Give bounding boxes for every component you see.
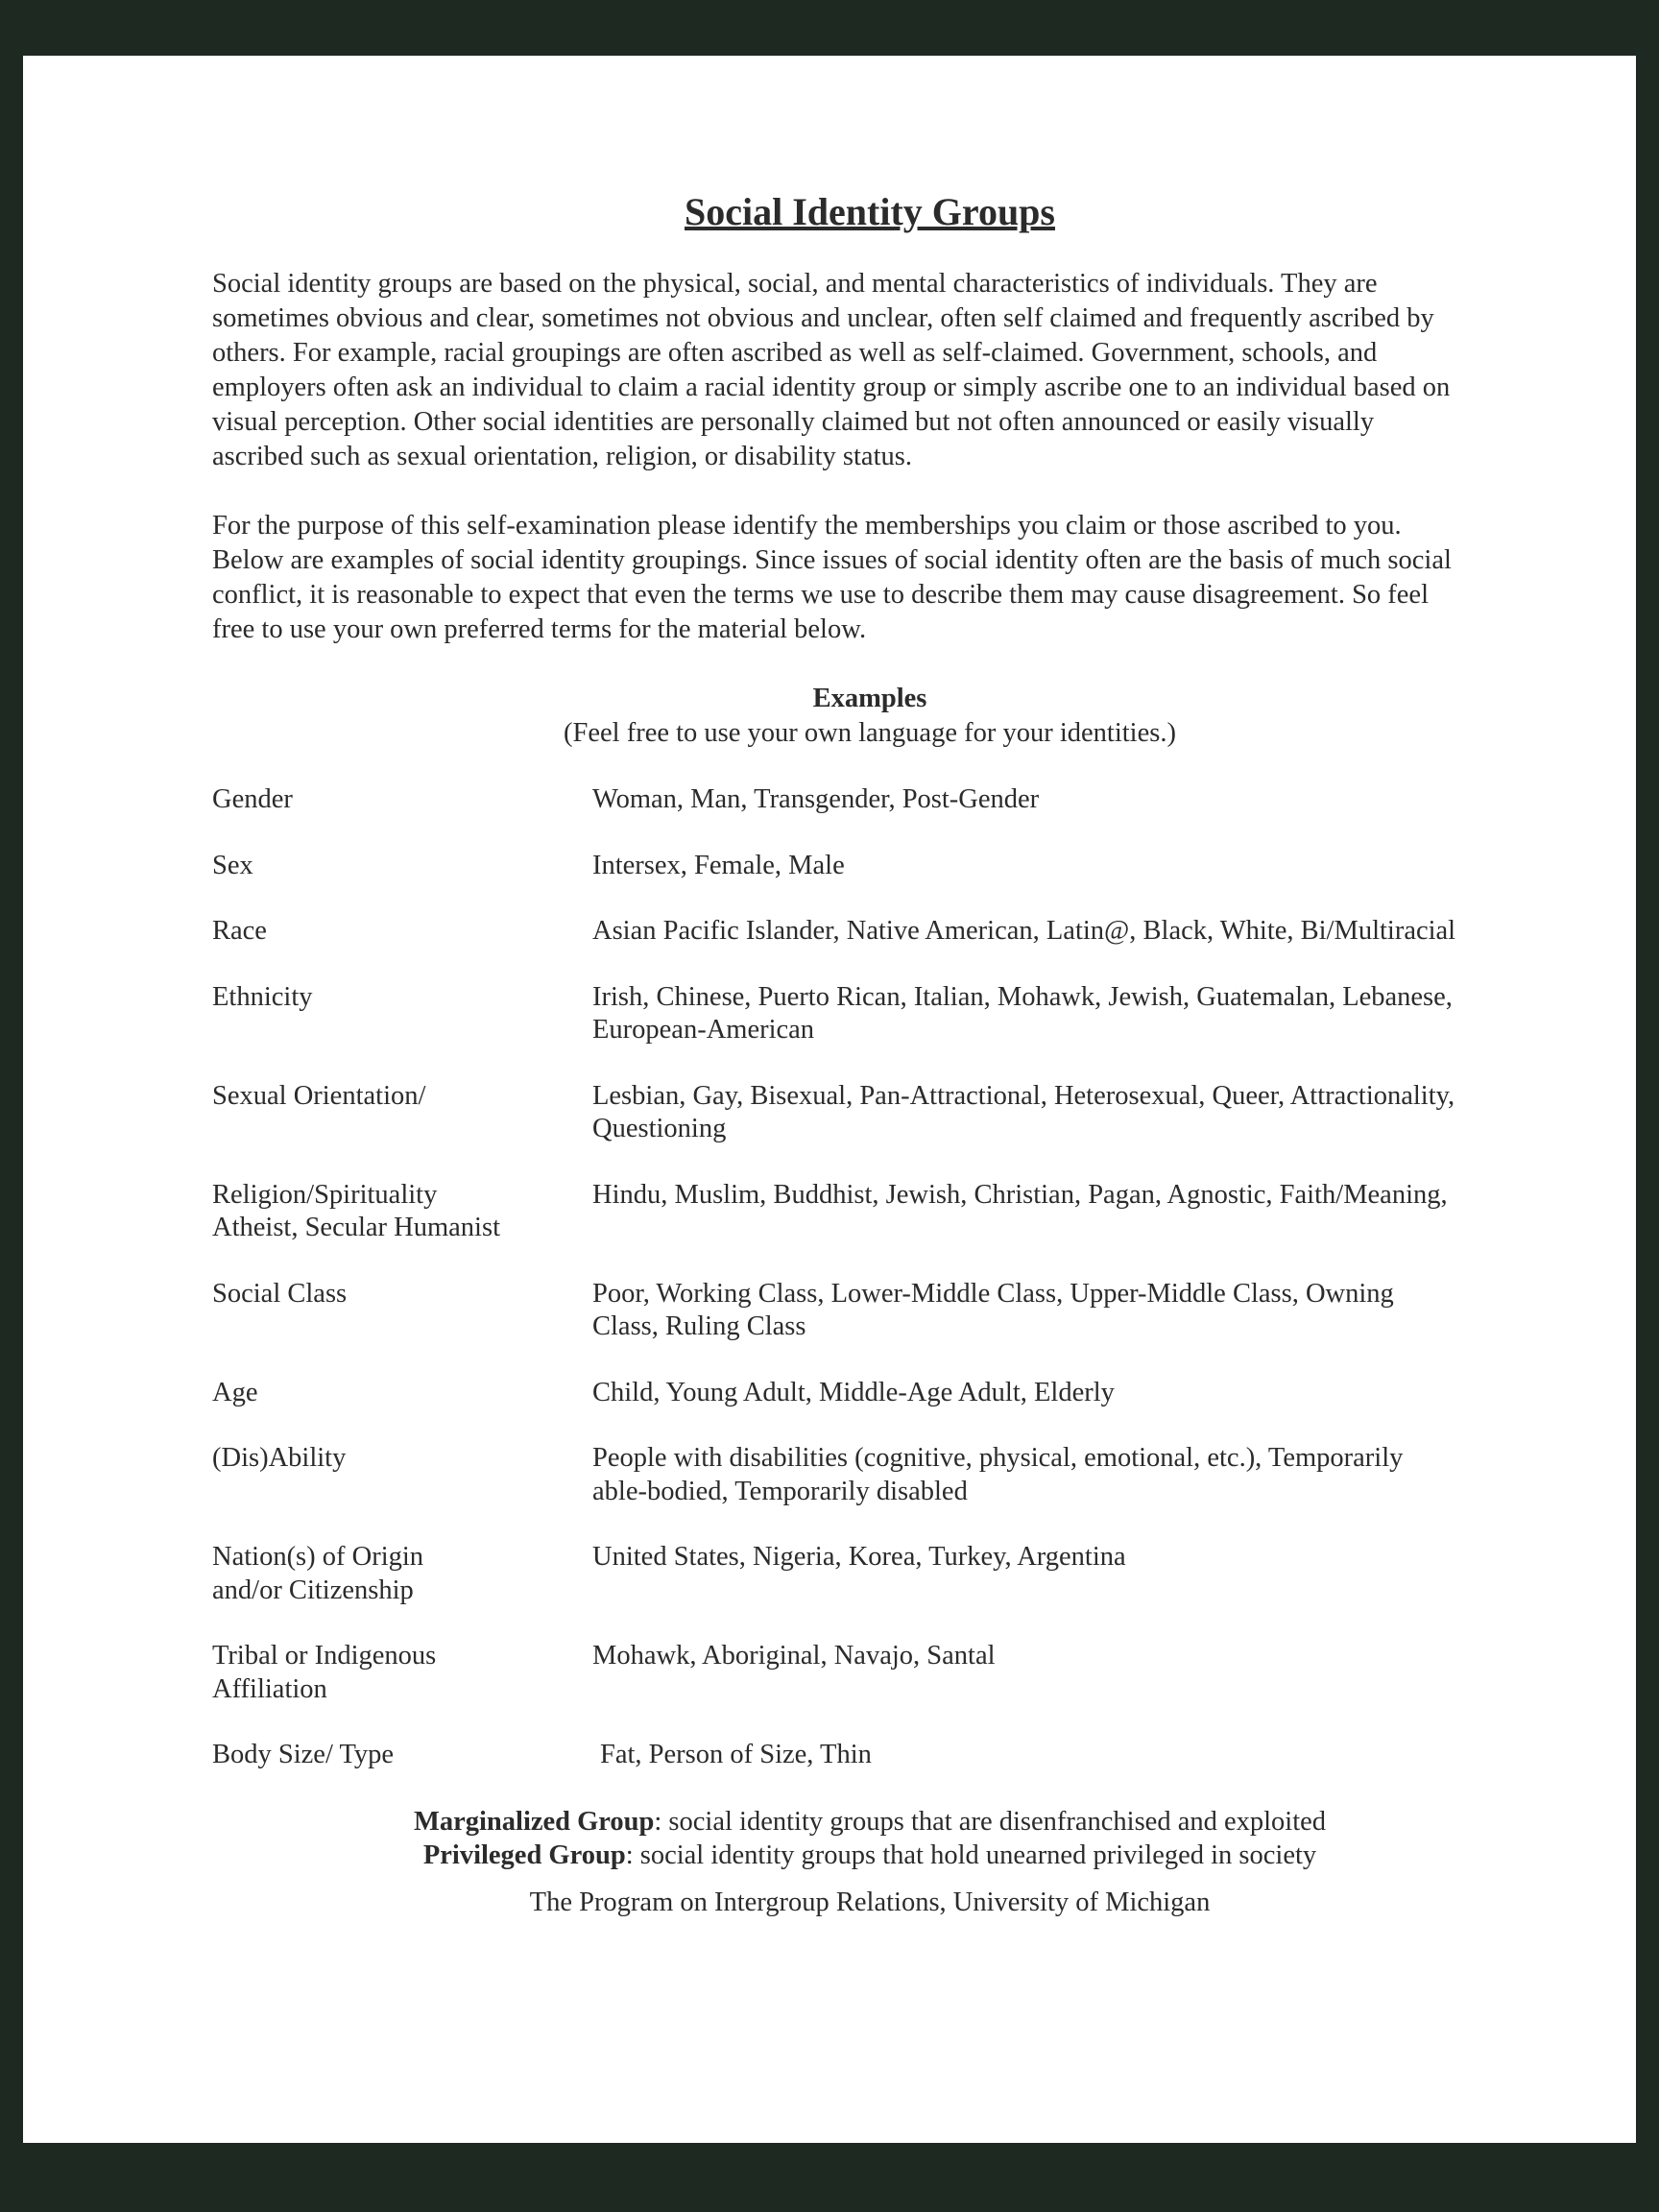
category-label: Sexual Orientation/ (212, 1080, 426, 1111)
category-row-tribal-affiliation (212, 1640, 1460, 1706)
category-row-gender (212, 783, 1460, 817)
source-credit: The Program on Intergroup Relations, University of Michigan (529, 1887, 1211, 1917)
category-examples: Child, Young Adult, Middle-Age Adult, Elderly (592, 1377, 1115, 1407)
category-label: Body Size/ Type (212, 1740, 395, 1769)
category-row-age (212, 1377, 1460, 1410)
category-examples: United States, Nigeria, Korea, Turkey, Argentina (592, 1542, 1126, 1572)
instructions-paragraph: For the purpose of this self-examination please identify the memberships you claim or those ascribed to you. Below are examples of social identity groupings. Since issues of social identity often are the basis of much social conflict, it is reasonable to expect that even the terms we use to describe them may cause disagreement. So feel free to use your own preferred terms for the material below. (212, 511, 1452, 644)
definition-text: : social identity groups that are disenfranchised and exploited (654, 1806, 1327, 1837)
document-content (212, 188, 1460, 1920)
category-examples: Lesbian, Gay, Bisexual, Pan-Attractional, Heterosexual, Queer, Attractionality, Questioning (592, 1080, 1455, 1143)
category-label: Ethnicity (212, 981, 313, 1012)
category-label: Tribal or Indigenous Affiliation (212, 1641, 437, 1704)
definition-marginalized (279, 1805, 1460, 1839)
group-definitions (212, 1805, 1460, 1872)
category-row-ethnicity (212, 981, 1460, 1047)
category-row-race (212, 915, 1460, 949)
category-examples: Fat, Person of Size, Thin (600, 1740, 872, 1769)
category-row-disability (212, 1442, 1460, 1508)
category-label: (Dis)Ability (212, 1443, 347, 1473)
category-label: Race (212, 916, 267, 946)
category-examples: Hindu, Muslim, Buddhist, Jewish, Christian, Pagan, Agnostic, Faith/Meaning, Atheist, Secular Humanist (212, 1179, 1448, 1242)
document-title: Social Identity Groups (685, 190, 1055, 233)
category-examples: Asian Pacific Islander, Native American, Latin@, Black, White, Bi/Multiracial (592, 916, 1456, 946)
category-row-nation-of-origin (212, 1541, 1460, 1607)
category-label: Age (212, 1377, 258, 1407)
category-label: Religion/Spirituality (212, 1179, 438, 1210)
definition-term: Marginalized Group (413, 1806, 655, 1837)
category-row-religion (212, 1179, 1460, 1245)
examples-header (212, 682, 1460, 751)
category-examples: Poor, Working Class, Lower-Middle Class, Upper-Middle Class, Owning Class, Ruling Class (592, 1278, 1394, 1341)
category-examples: Woman, Man, Transgender, Post-Gender (592, 784, 1040, 814)
category-row-sexual-orientation (212, 1080, 1460, 1146)
definition-privileged (279, 1839, 1460, 1872)
definition-term: Privileged Group (422, 1839, 626, 1870)
category-label: Sex (212, 850, 253, 880)
category-row-social-class (212, 1278, 1460, 1344)
definition-text: : social identity groups that hold unearned privileged in society (625, 1839, 1317, 1870)
examples-subheading: (Feel free to use your own language for your identities.) (564, 718, 1176, 748)
category-row-body-size (212, 1739, 1460, 1772)
category-examples: Irish, Chinese, Puerto Rican, Italian, Mohawk, Jewish, Guatemalan, Lebanese, European-American (592, 981, 1453, 1045)
category-label: Gender (212, 784, 293, 814)
intro-paragraph: Social identity groups are based on the physical, social, and mental characteristics of individuals. They are sometimes obvious and clear, sometimes not obvious and unclear, often self claimed and frequently ascribed by others. For example, racial groupings are often ascribed as well as self-claimed. Government, schools, and employers often ask an individual to claim a racial identity group or simply ascribe one to an individual based on visual perception. Other social identities are personally claimed but not often announced or easily visually ascribed such as sexual orientation, religion, or disability status. (212, 269, 1451, 471)
category-examples: Mohawk, Aboriginal, Navajo, Santal (592, 1641, 996, 1671)
examples-heading: Examples (812, 684, 927, 713)
category-examples: Intersex, Female, Male (592, 850, 845, 880)
category-examples: People with disabilities (cognitive, physical, emotional, etc.), Temporarily able-bodied, Temporarily disabled (592, 1443, 1404, 1506)
category-label: Social Class (212, 1278, 348, 1309)
identity-category-list (212, 783, 1460, 1772)
category-row-sex (212, 850, 1460, 883)
document-page (23, 56, 1636, 2143)
category-label: Nation(s) of Origin and/or Citizenship (212, 1542, 424, 1605)
